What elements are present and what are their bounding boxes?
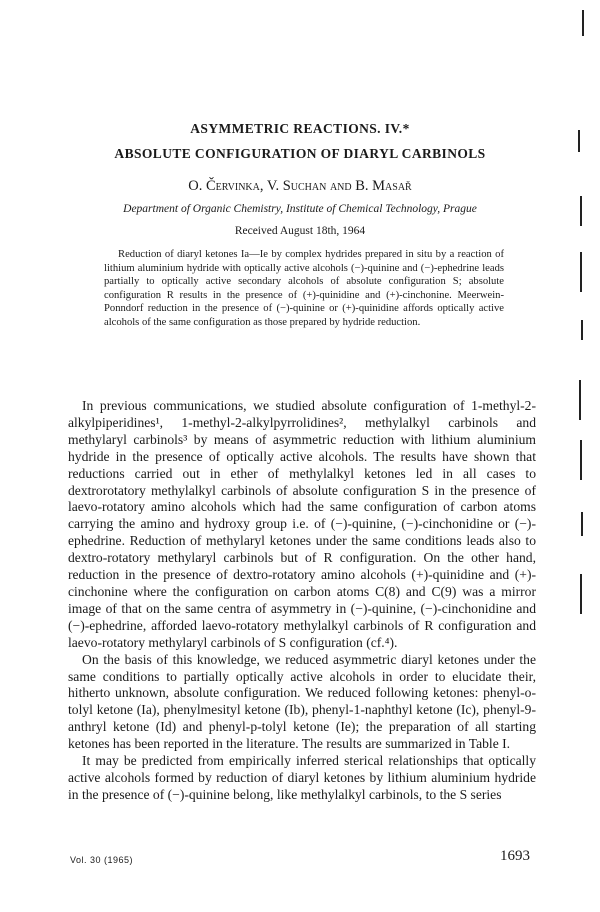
scan-mark	[582, 10, 584, 36]
scan-mark	[579, 380, 581, 420]
scan-mark	[580, 440, 582, 480]
authors: O. Červinka, V. Suchan and B. Masař	[188, 178, 412, 194]
paper-title-line2: ABSOLUTE CONFIGURATION OF DIARYL CARBINOLS	[114, 146, 486, 161]
scan-mark	[580, 252, 582, 292]
scan-mark	[581, 320, 583, 340]
paragraph: In previous communications, we studied absolute configuration of 1-methyl-2-alkylpiperidines¹, 1-methyl-2-alkylpyrrolidines², methylalkyl carbinols and methylaryl carbinols³ by means of asymmetric reduction with lithium aluminium hydride in the presence of optically active alcohols. The results have shown that reductions carried out in ether of methylalkyl ketones led in all cases to dextrorotatory methylalkyl carbinols of absolute configuration S in the presence of laevo-rotatory amino alcohols which had the same configuration of carbon atoms carrying the amino and hydroxy group i.e. of (−)-quinine, (−)-cinchonidine or (−)-ephedrine. Reduction of methylaryl ketones under the same conditions leads also to dextro-rotatory methylaryl carbinols but of R configuration. On the other hand, reduction in the presence of dextro-rotatory amino alcohols (+)-quinidine and (+)-cinchonine where the configuration on carbon atoms C(8) and C(9) was a mirror image of that on the same centra of asymmetry in (−)-quinine, (−)-cinchonidine and (−)-ephedrine, afforded laevo-rotatory methylalkyl carbinols of R configuration and laevo-rotatory methylaryl carbinols of S configuration (cf.⁴).	[68, 398, 536, 650]
scan-mark	[580, 574, 582, 614]
affiliation: Department of Organic Chemistry, Institute of Chemical Technology, Prague	[123, 203, 477, 215]
body-text	[68, 398, 536, 804]
paragraph: It may be predicted from empirically inferred sterical relationships that optically active alcohols formed by reduction of diaryl ketones by lithium aluminium hydride in the presence of (−)-quinine belong, like methylalkyl carbinols, to the S series	[68, 753, 536, 802]
paragraph: On the basis of this knowledge, we reduced asymmetric diaryl ketones under the same conditions to partially optically active alcohols in order to elucidate their, hitherto unknown, absolute configuration. We reduced following ketones: phenyl-o-tolyl ketone (Ia), phenylmesityl ketone (Ib), phenyl-1-naphthyl ketone (Ic), phenyl-9-anthryl ketone (Id) and phenyl-p-tolyl ketone (Ie); the preparation of all starting ketones has been reported in the literature. The results are summarized in Table I.	[68, 651, 536, 752]
received-date: Received August 18th, 1964	[234, 225, 366, 237]
paper-title-line1: ASYMMETRIC REACTIONS. IV.*	[190, 121, 410, 136]
page-number: 1693	[500, 848, 530, 864]
abstract: Reduction of diaryl ketones Ia—Ie by complex hydrides prepared in situ by a reaction of lithium aluminium hydride with optically active alcohols (−)-quinine and (−)-ephedrine leads partially to optically active secondary alcohols of absolute configuration S; absolute configuration R results in the presence of (+)-quinidine and (+)-cinchonine. Meerwein-Ponndorf reduction in the presence of (−)-quinine or (+)-quinidine affords optically active alcohols of the same configuration as those prepared by hydride reduction.	[104, 249, 504, 328]
journal-volume: Vol. 30 (1965)	[70, 855, 134, 865]
scan-mark	[581, 512, 583, 536]
